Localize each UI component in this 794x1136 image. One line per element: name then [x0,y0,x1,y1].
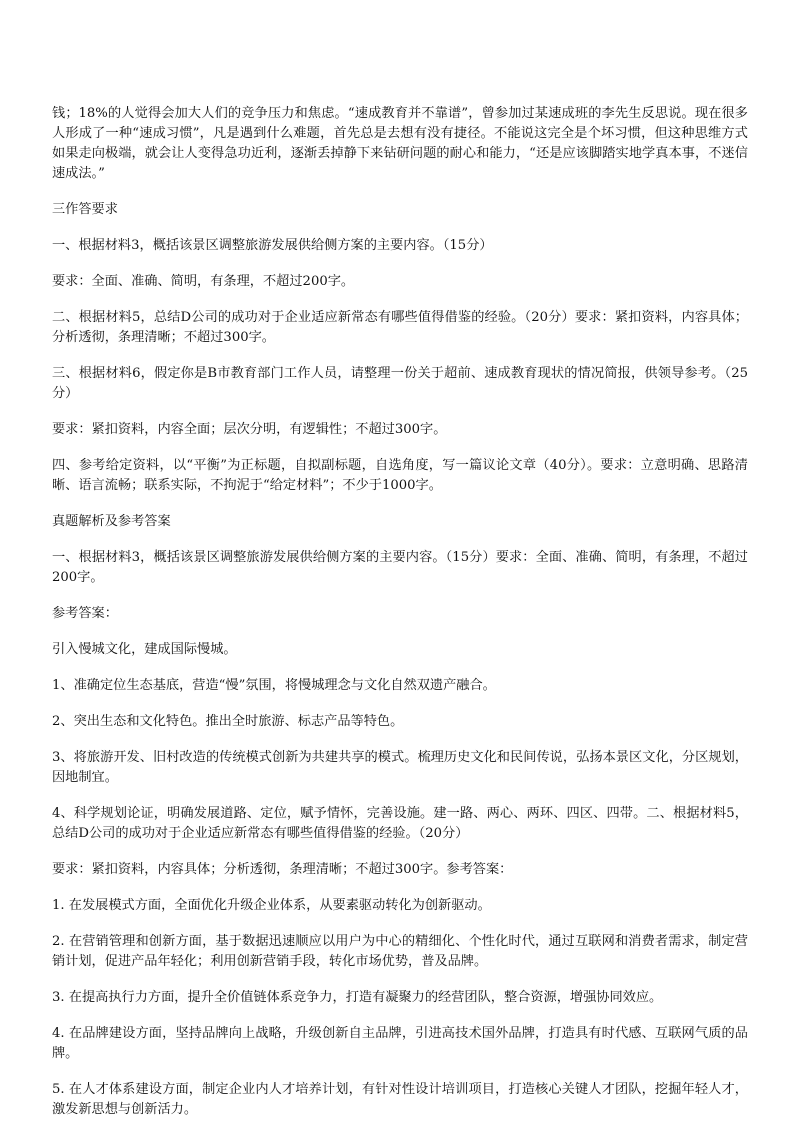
question-1-requirement: 要求：全面、准确、简明，有条理，不超过200字。 [52,274,355,289]
section-heading-requirements: 三作答要求 [52,202,118,217]
answer-2-point-1: 1. 在发展模式方面，全面优化升级企业体系，从要素驱动转化为创新驱动。 [52,898,491,913]
answer-1-point-2: 2、突出生态和文化特色。推出全时旅游、标志产品等特色。 [52,714,404,729]
question-3-requirement: 要求：紧扣资料，内容全面；层次分明，有逻辑性；不超过300字。 [52,422,447,437]
section-heading-answers: 真题解析及参考答案 [52,514,171,529]
answer-2-point-5: 5. 在人才体系建设方面，制定企业内人才培养计划，有针对性设计培训项目，打造核心关键人才团队，挖掘年轻人才，激发新思想与创新活力。 [52,1082,748,1117]
question-3: 三、根据材料6，假定你是B市教育部门工作人员，请整理一份关于超前、速成教育现状的情况简报，供领导参考。（25分） [52,366,748,401]
answer-1-point-4: 4、科学规划论证，明确发展道路、定位，赋予情怀，完善设施。建一路、两心、两环、四区、四带。二、根据材料5，总结D公司的成功对于企业适应新常态有哪些值得借鉴的经验。（20分） [52,806,748,841]
question-4: 四、参考给定资料，以“平衡”为正标题，自拟副标题，自选角度，写一篇议论文章（40分）。要求：立意明确、思路清晰、语言流畅；联系实际，不拘泥于“给定材料”；不少于1000字。 [52,458,748,493]
answer-2-point-4: 4. 在品牌建设方面，坚持品牌向上战略，升级创新自主品牌，引进高技术国外品牌，打造具有时代感、互联网气质的品牌。 [52,1026,748,1061]
answer-2-requirement: 要求：紧扣资料，内容具体；分析透彻，条理清晰；不超过300字。参考答案： [52,862,513,877]
answer-1-point-1: 1、准确定位生态基底，营造“慢”氛围，将慢城理念与文化自然双遗产融合。 [52,678,496,693]
question-2: 二、根据材料5，总结D公司的成功对于企业适应新常态有哪些值得借鉴的经验。（20分）要求：紧扣资料，内容具体；分析透彻，条理清晰；不超过300字。 [52,310,748,345]
document-body [52,104,748,1136]
answer-2-point-2: 2. 在营销管理和创新方面，基于数据迅速顺应以用户为中心的精细化、个性化时代，通过互联网和消费者需求，制定营销计划，促进产品年轻化；利用创新营销手段，转化市场优势，普及品牌。 [52,934,748,969]
answer-2-point-3: 3. 在提高执行力方面，提升全价值链体系竞争力，打造有凝聚力的经营团队，整合资源，增强协同效应。 [52,990,663,1005]
answer-1-point-3: 3、将旅游开发、旧村改造的传统模式创新为共建共享的模式。梳理历史文化和民间传说，弘扬本景区文化，分区规划，因地制宜。 [52,750,748,785]
reference-answer-label: 参考答案： [52,606,118,621]
answer-1-summary: 引入慢城文化，建成国际慢城。 [52,642,237,657]
answer-1-question: 一、根据材料3，概括该景区调整旅游发展供给侧方案的主要内容。（15分）要求：全面、准确、简明，有条理，不超过200字。 [52,550,748,585]
intro-paragraph: 钱；18%的人觉得会加大人们的竞争压力和焦虑。“速成教育并不靠谱”，曾参加过某速成班的李先生反思说。现在很多人形成了一种“速成习惯”，凡是遇到什么难题，首先总是去想有没有捷径。不能说这完全是个坏习惯，但这种思维方式如果走向极端，就会让人变得急功近利，逐渐丢掉静下来钻研问题的耐心和能力，“还是应该脚踏实地学真本事，不迷信速成法。” [52,106,748,181]
question-1: 一、根据材料3，概括该景区调整旅游发展供给侧方案的主要内容。（15分） [52,238,493,253]
